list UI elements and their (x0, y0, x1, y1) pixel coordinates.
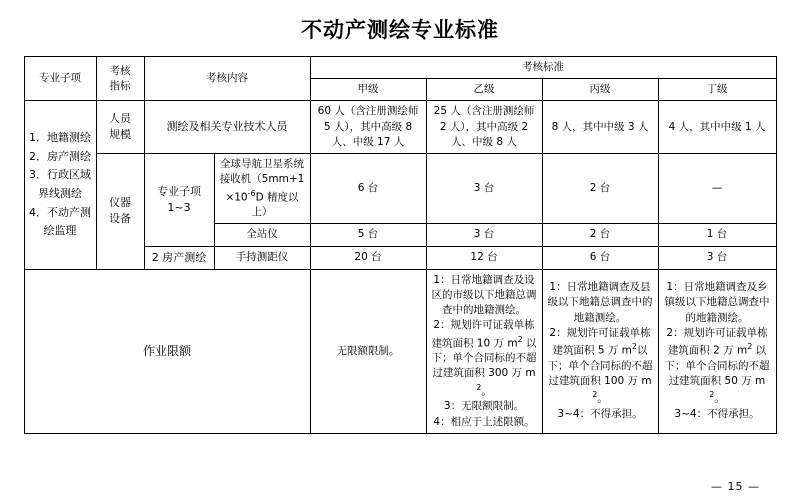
grade-c-gnss: 2 台 (542, 154, 658, 224)
grade-a-gnss: 6 台 (310, 154, 426, 224)
header-specialty: 专业子项 (24, 57, 96, 101)
assess-content-personnel: 测绘及相关专业技术人员 (144, 101, 310, 154)
grade-c-personnel: 8 人，其中中级 3 人 (542, 101, 658, 154)
limit-grade-c: 1：日常地籍调查及县级以下地籍总调查中的地籍测绘。 2：规划许可证载单栋建筑面积 5 万 $m^2$以下；单个合同标的不超过建筑面积 100 万 $m^2$。 3~4：不得承担。 (542, 269, 658, 433)
limit-grade-d: 1：日常地籍调查及乡镇级以下地籍总调查中的地籍测绘。 2：规划许可证载单栋建筑面积 2 万 $m^2$ 以下；单个合同标的不超过建筑面积 50 万 $m^2$。 3~4：不得承担。 (658, 269, 776, 433)
header-grade-a: 甲级 (310, 79, 426, 101)
header-grade-c: 丙级 (542, 79, 658, 101)
page-number: — 15 — (711, 480, 760, 493)
grade-d-rangefinder: 3 台 (658, 246, 776, 269)
header-grade-d: 丁级 (658, 79, 776, 101)
assess-index-equipment: 仪器 设备 (96, 154, 144, 270)
assess-content-gnss: 全球导航卫星系统接收机（$5mm+1\times 10^{-6}D$ 精度以上） (214, 154, 310, 224)
grade-a-total-station: 5 台 (310, 224, 426, 246)
grade-c-rangefinder: 6 台 (542, 246, 658, 269)
grade-c-total-station: 2 台 (542, 224, 658, 246)
grade-d-personnel: 4 人，其中中级 1 人 (658, 101, 776, 154)
assess-content-total-station: 全站仪 (214, 224, 310, 246)
grade-b-rangefinder: 12 台 (426, 246, 542, 269)
grade-a-rangefinder: 20 台 (310, 246, 426, 269)
equipment-subitem-1-3: 专业子项 1~3 (144, 154, 214, 247)
header-assess-index: 考核 指标 (96, 57, 144, 101)
limit-grade-b: 1：日常地籍调查及设区的市级以下地籍总调查中的地籍测绘。 2：规划许可证载单栋建筑面积 10 万 $m^2$ 以下；单个合同标的不超过建筑面积 300 万 $m^2$。 3：无限额限制。 4：相应于上述限额。 (426, 269, 542, 433)
grade-d-total-station: 1 台 (658, 224, 776, 246)
grade-b-total-station: 3 台 (426, 224, 542, 246)
document-page (0, 14, 800, 499)
table-row-limit (24, 269, 776, 433)
standards-table (24, 56, 777, 434)
assess-index-personnel: 人员 规模 (96, 101, 144, 154)
header-grade-b: 乙级 (426, 79, 542, 101)
header-assess-content: 考核内容 (144, 57, 310, 101)
table-row (24, 101, 776, 154)
grade-b-personnel: 25 人（含注册测绘师 2 人），其中高级 2 人、中级 8 人 (426, 101, 542, 154)
header-assess-criteria: 考核标准 (310, 57, 776, 79)
grade-b-gnss: 3 台 (426, 154, 542, 224)
table-row (24, 154, 776, 224)
page-title: 不动产测绘专业标准 (301, 18, 499, 42)
limit-grade-a: 无限额限制。 (310, 269, 426, 433)
grade-d-gnss: — (658, 154, 776, 224)
limit-label: 作业限额 (24, 269, 310, 433)
grade-a-personnel: 60 人（含注册测绘师 5 人），其中高级 8 人、中级 17 人 (310, 101, 426, 154)
equipment-subitem-2: 2 房产测绘 (144, 246, 214, 269)
assess-content-rangefinder: 手持测距仪 (214, 246, 310, 269)
specialty-items-cell: 1．地籍测绘 2．房产测绘 3．行政区域 界线测绘 4．不动产测 绘监理 (24, 101, 96, 269)
table-header-row-1 (24, 57, 776, 79)
